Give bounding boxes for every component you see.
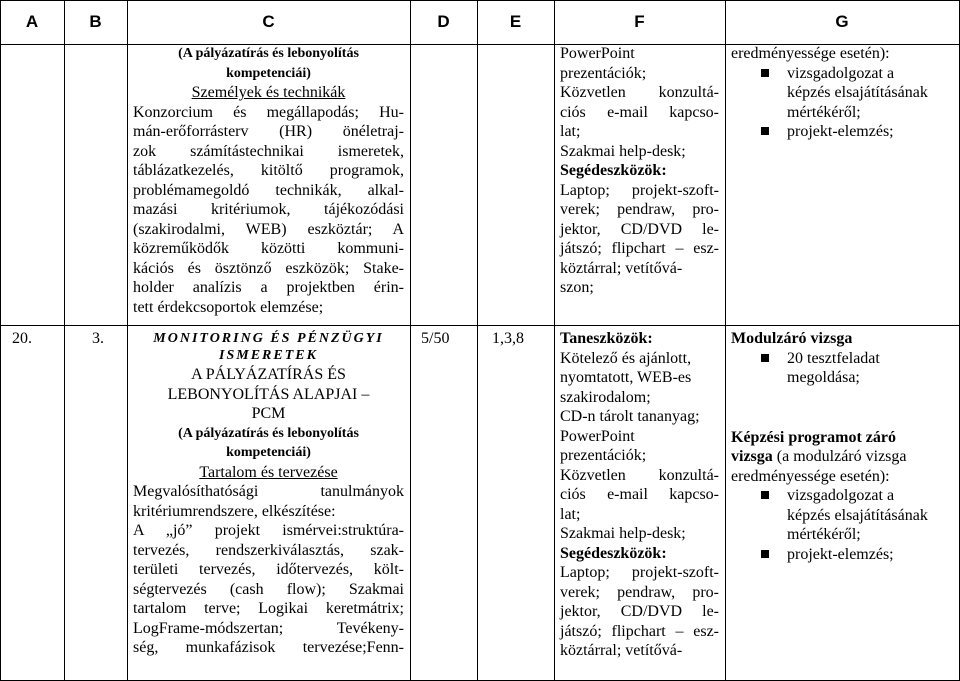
text-line: prezentációk; bbox=[560, 447, 647, 464]
competence-note: kompetenciái) bbox=[226, 445, 311, 460]
submodule-title: LEBONYOLÍTÁS ALAPJAI – bbox=[167, 385, 370, 403]
column-header-a: A bbox=[25, 12, 39, 31]
module-title: MONITORING ÉS PÉNZÜGYI bbox=[153, 331, 384, 346]
row2-c-cell bbox=[133, 329, 404, 658]
text-line: szon; bbox=[560, 279, 594, 296]
tools-heading: Taneszközök: bbox=[560, 330, 653, 347]
text-line: kációs és ösztönző eszközök; Stake- bbox=[133, 259, 404, 277]
bullet-icon bbox=[761, 127, 769, 135]
list-item-continuation: mértékéről; bbox=[787, 103, 861, 121]
text-line: CD-n tárolt tananyag; bbox=[560, 408, 700, 425]
grid-line bbox=[554, 0, 555, 681]
text-line: lat; bbox=[560, 123, 581, 140]
grid-line bbox=[0, 0, 1, 681]
exam-title: vizsga bbox=[731, 448, 773, 465]
column-header-g: G bbox=[835, 12, 849, 31]
text-line: verek; pendraw, pro- bbox=[560, 583, 719, 601]
text-line: ciós e-mail kapcso- bbox=[560, 486, 719, 503]
text-line: PowerPoint bbox=[560, 45, 635, 62]
text-line: LogFrame-módszertan; Tevékeny- bbox=[133, 619, 404, 637]
module-title: ISMERETEK bbox=[219, 347, 318, 363]
submodule-title: PCM bbox=[251, 405, 286, 422]
row1-g-cell bbox=[731, 44, 955, 142]
competence-note: kompetenciái) bbox=[226, 65, 311, 81]
grid-line bbox=[0, 325, 960, 326]
text-line: tervezés, rendszerkiválasztás, szak- bbox=[133, 541, 404, 559]
module-number: 3. bbox=[92, 330, 104, 347]
text-line: tett érdekcsoportok elemzése; bbox=[133, 298, 324, 316]
hours: 5/50 bbox=[421, 330, 450, 347]
text-line: ciós e-mail kapcso- bbox=[560, 103, 719, 121]
text-line: nyomtatott, WEB-es bbox=[560, 369, 692, 386]
text-line: Kötelező és ajánlott, bbox=[560, 349, 692, 367]
competence-codes: 1,3,8 bbox=[492, 330, 524, 347]
tools-heading: Segédeszközök: bbox=[560, 544, 667, 562]
text-line: Közvetlen konzultá- bbox=[560, 466, 719, 484]
text-line: Laptop; projekt-szoft- bbox=[560, 564, 719, 581]
text-line: területi tervezés, időtervezés, költ- bbox=[133, 561, 404, 578]
text-line: játszó; flipchart – esz- bbox=[560, 622, 719, 640]
bullet-icon bbox=[761, 69, 769, 77]
column-header-e: E bbox=[509, 12, 522, 31]
text-line: verek; pendraw, pro- bbox=[560, 201, 719, 218]
text-line: (a modulzáró vizsga bbox=[772, 448, 907, 465]
text-line: Megvalósíthatósági tanulmányok bbox=[133, 483, 404, 500]
exam-title: Képzési programot záró bbox=[731, 428, 896, 446]
text-line: ségtervezés (cash flow); Szakmai bbox=[133, 580, 404, 598]
text-line: prezentációk; bbox=[560, 64, 647, 82]
column-header-d: D bbox=[437, 12, 450, 31]
text-line: lat; bbox=[560, 505, 581, 523]
text-line: eredményessége esetén): bbox=[731, 45, 890, 62]
column-header-b: B bbox=[89, 12, 102, 31]
text-line: kritériumrendszere, elkészítése: bbox=[133, 502, 336, 520]
list-item-continuation: mértékéről; bbox=[787, 526, 861, 543]
text-line: köztárral; vetítővá- bbox=[560, 642, 683, 659]
text-line: eredményessége esetén): bbox=[731, 467, 890, 485]
text-line: tartalom terve; Logikai keretmátrix; bbox=[133, 600, 404, 617]
text-line: Szakmai help-desk; bbox=[560, 525, 686, 542]
row2-f-cell bbox=[560, 329, 719, 661]
section-heading: Személyek és technikák bbox=[191, 84, 346, 101]
competence-note: (A pályázatírás és lebonyolítás bbox=[178, 46, 359, 61]
row2-g-cell bbox=[731, 329, 955, 564]
tools-heading: Segédeszközök: bbox=[560, 162, 667, 179]
text-line: jektor, CD/DVD le- bbox=[560, 220, 719, 238]
text-line: zok számítástechnikai ismeretek, bbox=[133, 142, 404, 160]
text-line: közreműködők közötti kommuni- bbox=[133, 240, 404, 257]
exam-title: Modulzáró vizsga bbox=[731, 330, 853, 347]
grid-line bbox=[725, 0, 726, 681]
submodule-title: A PÁLYÁZATÍRÁS ÉS bbox=[191, 366, 346, 383]
list-item: 20 tesztfeladat bbox=[787, 349, 880, 367]
text-line: Szakmai help-desk; bbox=[560, 142, 686, 160]
column-header-c: C bbox=[262, 12, 275, 31]
text-line: ség, munkafázisok tervezése;Fenn- bbox=[133, 639, 404, 656]
grid-line bbox=[410, 0, 411, 681]
text-line: jektor, CD/DVD le- bbox=[560, 603, 719, 620]
list-item: projekt-elemzés; bbox=[787, 545, 894, 563]
grid-line bbox=[64, 0, 65, 681]
text-line: Közvetlen konzultá- bbox=[560, 84, 719, 101]
text-line: problémamegoldó technikák, alkal- bbox=[133, 181, 404, 199]
bullet-icon bbox=[761, 491, 769, 499]
text-line: Konzorcium és megállapodás; Hu- bbox=[133, 103, 404, 121]
text-line: holder analízis a projektben érin- bbox=[133, 279, 404, 296]
text-line: mán-erőforrásterv (HR) önéletraj- bbox=[133, 123, 404, 140]
row1-c-cell bbox=[133, 44, 404, 317]
grid-line bbox=[127, 0, 128, 681]
text-line: A „jó” projekt ismérvei:struktúra- bbox=[133, 522, 404, 539]
list-item-continuation: képzés elsajátításának bbox=[787, 84, 928, 101]
text-line: köztárral; vetítővá- bbox=[560, 259, 683, 277]
text-line: PowerPoint bbox=[560, 427, 635, 445]
text-line: játszó; flipchart – esz- bbox=[560, 240, 719, 257]
bullet-icon bbox=[761, 550, 769, 558]
column-header-f: F bbox=[634, 12, 645, 31]
bullet-icon bbox=[761, 354, 769, 362]
list-item-continuation: megoldása; bbox=[787, 369, 860, 386]
section-heading: Tartalom és tervezése bbox=[199, 463, 338, 481]
grid-line bbox=[477, 0, 478, 681]
row-number: 20. bbox=[12, 330, 32, 347]
competence-note: (A pályázatírás és lebonyolítás bbox=[178, 425, 359, 441]
text-line: szakirodalom; bbox=[560, 388, 651, 406]
text-line: mazási kritériumok, tájékozódási bbox=[133, 201, 404, 218]
text-line: Laptop; projekt-szoft- bbox=[560, 181, 719, 199]
list-item: vizsgadolgozat a bbox=[787, 64, 895, 82]
text-line: (szakirodalmi, WEB) eszköztár; A bbox=[133, 220, 404, 238]
list-item: projekt-elemzés; bbox=[787, 123, 894, 140]
text-line: táblázatkezelés, kitöltő programok, bbox=[133, 162, 404, 179]
row1-f-cell bbox=[560, 44, 719, 298]
list-item-continuation: képzés elsajátításának bbox=[787, 506, 928, 524]
list-item: vizsgadolgozat a bbox=[787, 487, 895, 504]
